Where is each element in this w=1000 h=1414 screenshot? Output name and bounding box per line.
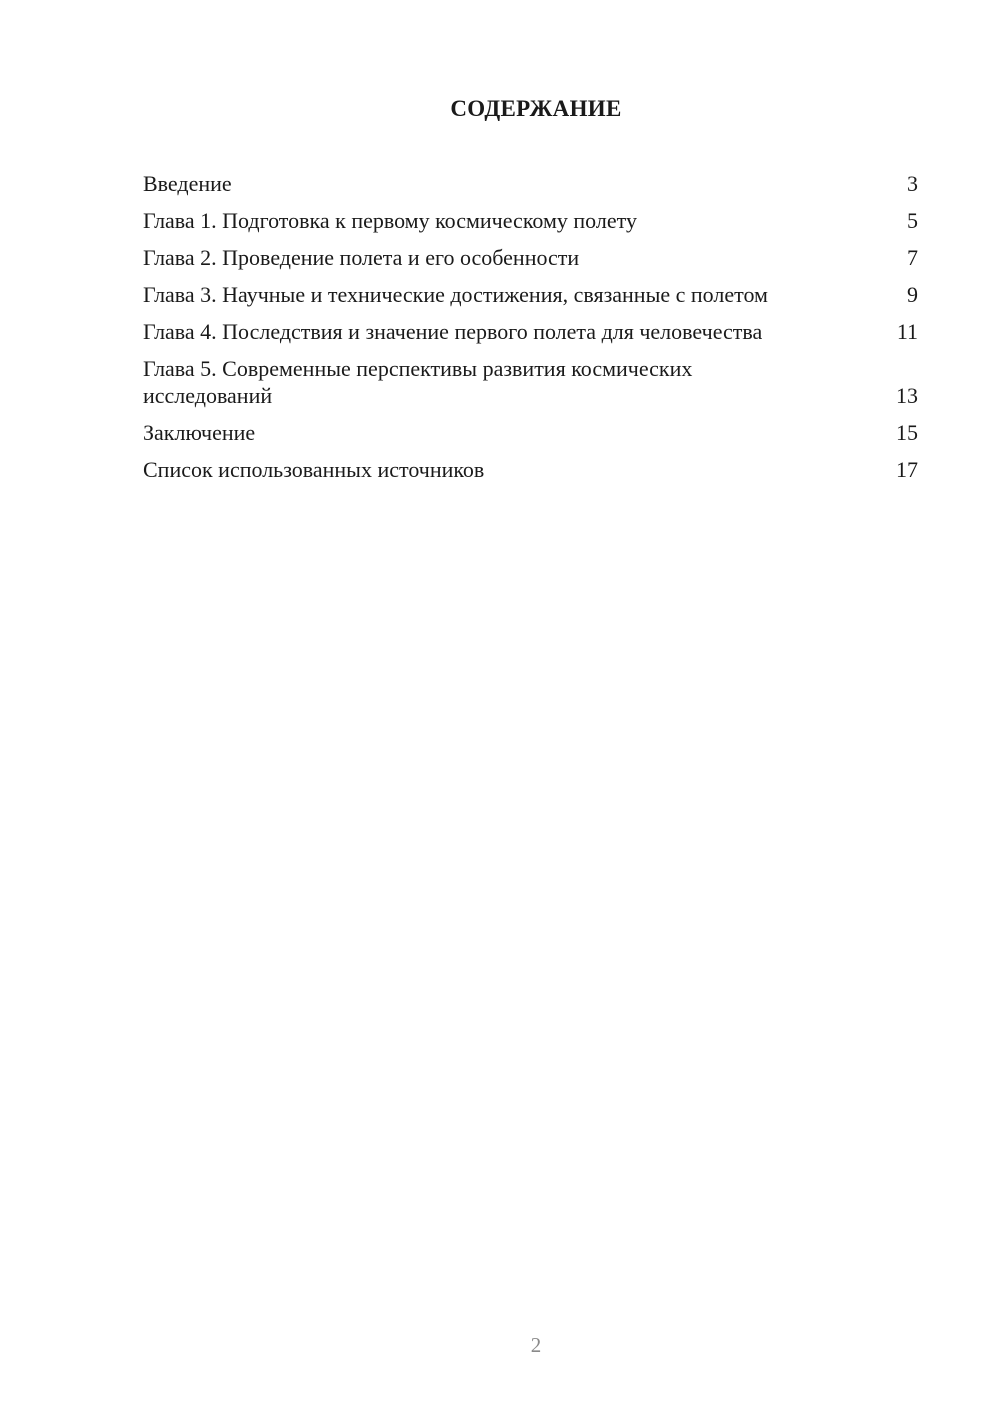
toc-entry-chapter-5 xyxy=(143,355,918,409)
toc-entry-text: Глава 5. Современные перспективы развития космических исследований xyxy=(143,356,693,408)
page-title: СОДЕРЖАНИЕ xyxy=(450,96,622,121)
toc-entry-introduction xyxy=(143,170,918,197)
toc-entry-references xyxy=(143,456,918,483)
toc-entry-conclusion xyxy=(143,419,918,446)
toc-entry-page: 9 xyxy=(907,282,918,307)
toc-entry-page: 15 xyxy=(896,420,918,445)
toc-entry-text: Глава 1. Подготовка к первому космическому полету xyxy=(143,208,637,233)
toc-entry-chapter-4 xyxy=(143,318,918,345)
toc-entry-page: 13 xyxy=(896,383,918,408)
toc-entry-page: 3 xyxy=(907,171,918,196)
toc-entry-text: Глава 3. Научные и технические достижения, связанные с полетом xyxy=(143,282,768,307)
toc-entry-page: 11 xyxy=(896,319,918,344)
toc-entry-chapter-3 xyxy=(143,281,918,308)
toc-entry-page: 5 xyxy=(907,208,918,233)
toc-entry-text: Список использованных источников xyxy=(143,457,485,482)
toc-entry-text: Введение xyxy=(143,171,232,196)
page-number: 2 xyxy=(530,1333,542,1357)
toc-entry-text: Заключение xyxy=(143,420,256,445)
toc-entry-page: 17 xyxy=(896,457,918,482)
toc-entry-chapter-1 xyxy=(143,207,918,234)
toc-entry-page: 7 xyxy=(907,245,918,270)
toc-entry-text: Глава 2. Проведение полета и его особенности xyxy=(143,245,580,270)
table-of-contents xyxy=(143,170,918,493)
toc-entry-chapter-2 xyxy=(143,244,918,271)
toc-entry-text: Глава 4. Последствия и значение первого полета для человечества xyxy=(143,319,763,344)
